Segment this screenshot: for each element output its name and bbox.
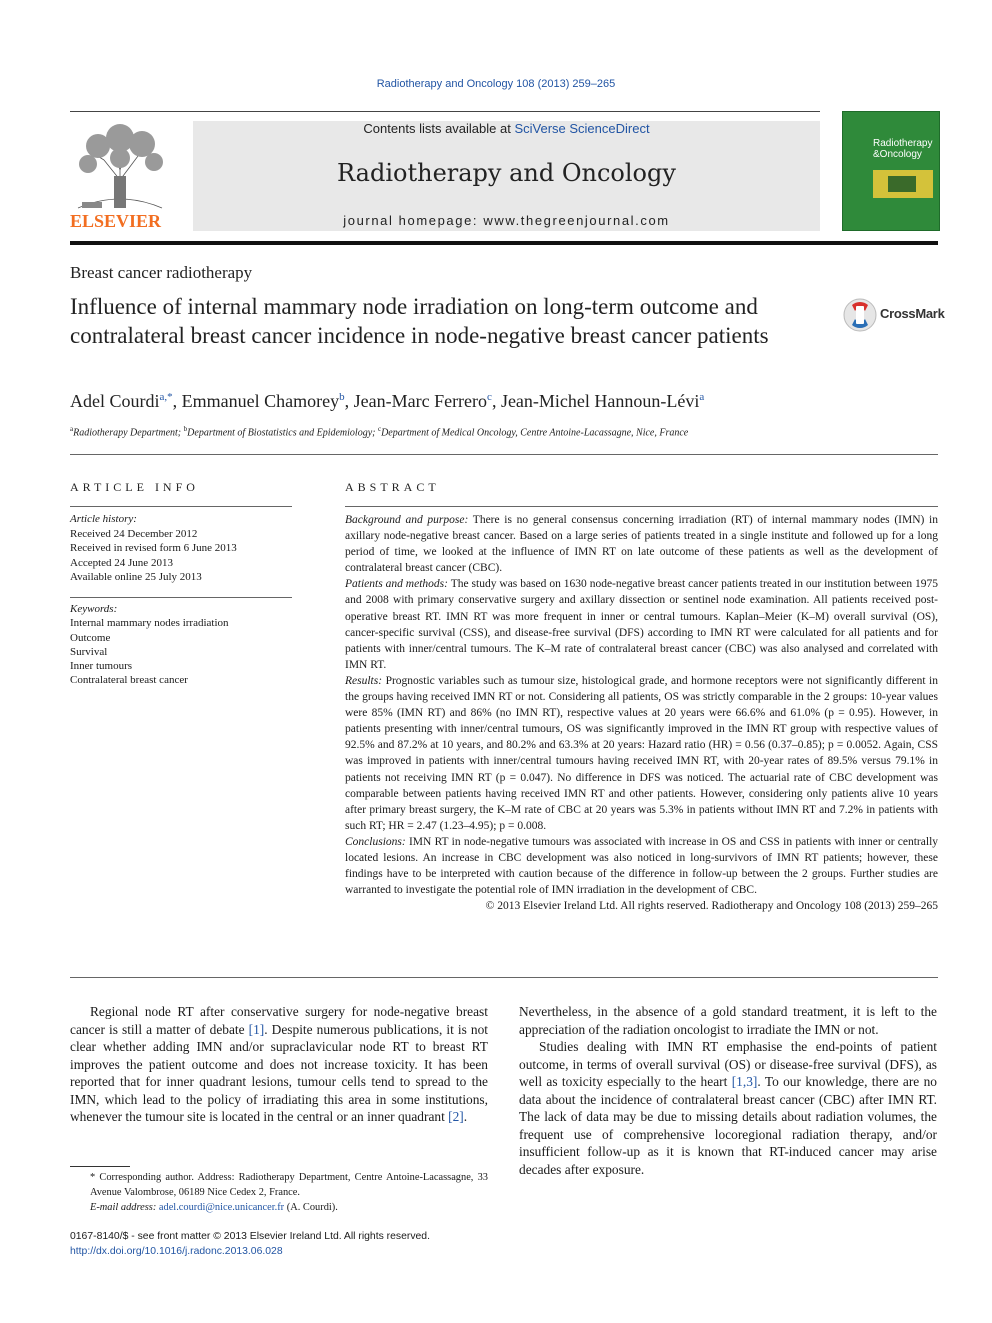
affiliation-text: Radiotherapy Department;: [73, 427, 182, 439]
keyword-item: Contralateral breast cancer: [70, 674, 188, 687]
abstract-conclusions-label: Conclusions:: [345, 835, 406, 848]
abstract-rule: [345, 506, 938, 507]
abstract-conclusions-text: IMN RT in node-negative tumours was associated with increase in OS and CSS in patients with inner or centrally located lesions. An increase in CBC development was also noticed in long-survivors of IMN RT patients; however, these findings have to be interpreted with caution because of the difference in follow-up between the 2 groups. Further studies are warranted to investigate the potential role of IMN irradiation in the development of CBC.: [345, 835, 939, 897]
abstract-conclusions: [345, 834, 938, 898]
journal-title: Radiotherapy and Oncology: [337, 159, 676, 187]
sciencedirect-link[interactable]: SciVerse ScienceDirect: [514, 121, 650, 136]
body-column-left: [70, 1003, 488, 1126]
doi-link[interactable]: http://dx.doi.org/10.1016/j.radonc.2013.06.028: [70, 1245, 283, 1257]
abstract-methods: [345, 576, 938, 673]
author-affiliation-marker[interactable]: a: [699, 391, 705, 403]
elsevier-wordmark: ELSEVIER: [70, 211, 162, 231]
reference-link[interactable]: [1]: [248, 1021, 265, 1037]
cover-title-line1: Radiotherapy: [873, 138, 933, 149]
keywords: [70, 602, 292, 688]
author-name: Emmanuel Chamorey: [181, 391, 340, 411]
email-suffix: (A. Courdi).: [286, 1202, 338, 1213]
author-affiliation-marker[interactable]: c: [487, 391, 492, 403]
keywords-rule: [70, 597, 292, 598]
history-item: Received in revised form 6 June 2013: [70, 542, 237, 554]
reference-link[interactable]: [2]: [448, 1109, 464, 1124]
abstract-results: [345, 673, 938, 834]
crossmark-label: CrossMark: [880, 306, 945, 321]
history-item: Received 24 December 2012: [70, 527, 198, 540]
abstract-methods-text: The study was based on 1630 node-negative breast cancer patients treated in our institution between 1975 and 2008 with primary conservative surgery and axillary dissection or sentinel node examination. All patients received post-operative breast RT. IMN RT was more frequent in inner or central tumours. Kaplan–Meier (K–M) overall survival (OS), cancer-specific survival (CSS), and disease-free survival (DFS) according to IMN RT were calculated for all patients and for patients with inner/central tumours. The K–M rate of contralateral breast cancer (CBC) was also analysed and correlated with IMN RT.: [345, 578, 938, 671]
history-label: Article history:: [70, 513, 137, 525]
footnote: [70, 1170, 488, 1215]
article-history: [70, 512, 292, 585]
article-info-rule: [70, 506, 292, 507]
cover-title-line2: &Oncology: [873, 149, 922, 160]
abstract-background-label: Background and purpose:: [345, 514, 469, 526]
body-column-right: [519, 1003, 937, 1178]
abstract-results-text: Prognostic variables such as tumour size, histological grade, and hormone receptors were not significantly different in the groups having received IMN RT or not. Considering all patients, OS was strictly comparable in the 2 groups: 10-year values were 85% (IMN RT) and 86% (no IMN RT), respective values at 20 years were 66.6% and 61.0% (p = 0.95). However, in patients presenting with inner/central tumours, OS was significantly improved in the IMN RT group with respective values of 92.5% and 87.2% at 10 years, and 80.2% and 63.3% at 20 years: Hazard ratio (HR) = 0.56 (0.37–0.85); p = 0.0052. Again, CSS was improved in patients with inner/central tumours having received IMN RT, with 20-year rates of 89.5% versus 79.1% in patients not receiving IMN RT (p = 0.047). No difference in DFS was noticed. The actuarial rate of CBC development was comparable between patients having received IMN RT and other patients. However, considering only patients alive 10 years after primary breast surgery, the K–M rate of CBC at 20 years was 5.3% in patients without IMN RT and 7.2% in patients with such RT; HR = 2.47 (1.23–4.95); p = 0.008.: [345, 674, 939, 832]
author-name: Jean-Marc Ferrero: [353, 391, 488, 411]
journal-citation[interactable]: Radiotherapy and Oncology 108 (2013) 259–265: [376, 78, 616, 90]
crossmark-icon: [843, 297, 877, 333]
body-text: .: [463, 1109, 468, 1124]
contents-prefix: Contents lists available at: [363, 121, 515, 136]
abstract-background: [345, 512, 938, 576]
journal-homepage[interactable]: journal homepage: www.thegreenjournal.com: [343, 213, 670, 228]
article-title: Influence of internal mammary node irradiation on long-term outcome and contralateral breast cancer incidence in node-negative breast cancer patients: [70, 294, 769, 348]
author-name: Adel Courdi: [70, 391, 160, 411]
keyword-item: Outcome: [70, 631, 111, 644]
section-label: Breast cancer radiotherapy: [70, 263, 253, 282]
body-text: . To our knowledge, there are no data about the incidence of contralateral breast cancer (CBC) after IMN RT. The lack of data may be due to missing details about radiation volumes, the frequent use of comprehensive locoregional radiation therapy, and/or insufficient follow-up as it is known that RT-induced cancer may arise decades after exposure.: [519, 1074, 937, 1177]
email-link[interactable]: adel.courdi@nice.unicancer.fr: [158, 1202, 285, 1213]
author-name: Jean-Michel Hannoun-Lévi: [500, 391, 700, 411]
keyword-item: Inner tumours: [70, 660, 133, 673]
bottom-meta: [70, 1230, 500, 1259]
affiliations: [70, 425, 688, 438]
issn-line: 0167-8140/$ - see front matter © 2013 Elsevier Ireland Ltd. All rights reserved.: [70, 1231, 430, 1242]
copyright-line: © 2013 Elsevier Ireland Ltd. All rights reserved. Radiotherapy and Oncology 108 (2013) 259–265: [485, 900, 938, 913]
affiliation-rule: [70, 454, 938, 455]
author-affiliation-marker[interactable]: a,*: [159, 391, 173, 403]
abstract-heading: ABSTRACT: [345, 480, 440, 494]
body-text: Studies dealing with IMN RT emphasise the end-points of patient outcome, in terms of overall survival (OS) or disease-free survival (DFS), as well as toxicity especially to the heart: [519, 1039, 937, 1089]
affiliation-marker: c: [377, 425, 382, 433]
affiliation-text: Department of Medical Oncology, Centre Antoine-Lacassagne, Nice, France: [381, 427, 689, 439]
footnote-rule: [70, 1166, 130, 1167]
corresponding-author-note: * Corresponding author. Address: Radiotherapy Department, Centre Antoine-Lacassagne, 33 Avenue Valombrose, 06189 Nice Cedex 2, France.: [90, 1172, 488, 1198]
affiliation-text: Department of Biostatistics and Epidemiology;: [187, 427, 376, 439]
abstract-bottom-rule: [70, 977, 938, 978]
author-affiliation-marker[interactable]: b: [339, 391, 345, 403]
keywords-label: Keywords:: [70, 603, 118, 615]
header-rule: [70, 111, 820, 112]
crossmark-badge[interactable]: [843, 297, 943, 337]
reference-link[interactable]: [1,3]: [731, 1074, 758, 1089]
email-label: E-mail address:: [90, 1202, 157, 1213]
abstract-results-label: Results:: [345, 674, 383, 687]
affiliation-marker: b: [183, 425, 188, 433]
cover-title: [873, 138, 932, 160]
body-text: . Despite numerous publications, it is not clear whether adding IMN and/or supraclavicular node RT to breast RT improves the patient outcome and does not increase toxicity. It has been reported that for inner quadrant lesions, tumour cells tend to spread to the IMN, which lead to the policy of irradiating this area in some institutions, whenever the tumour site is located in the central or an inner quadrant: [70, 1021, 488, 1124]
body-paragraph: [519, 1038, 937, 1178]
contents-line: [193, 121, 820, 136]
keyword-item: Survival: [70, 645, 108, 658]
affiliation-marker: a: [70, 425, 74, 433]
journal-cover-thumbnail: [842, 111, 940, 231]
keyword-item: Internal mammary nodes irradiation: [70, 617, 229, 630]
body-paragraph: [70, 1003, 488, 1126]
body-text: Regional node RT after conservative surgery for node-negative breast cancer is still a matter of debate: [70, 1004, 488, 1037]
body-paragraph: Nevertheless, in the absence of a gold standard treatment, it is left to the appreciation of the radiation oncologist to irradiate the IMN or not.: [519, 1004, 937, 1037]
masthead-thick-rule: [70, 241, 938, 245]
abstract-methods-label: Patients and methods:: [345, 578, 448, 591]
cover-image-detail: [888, 176, 916, 192]
author-list: Adel Courdi$^{a,*}$, Emmanuel Chamorey$^b$, Jean-Marc Ferrero$^c$, Jean-Michel Hannoun-Lévi$^a$: [70, 391, 705, 411]
abstract-background-text: There is no general consensus concerning irradiation (RT) of internal mammary nodes (IMN) in axillary node-negative breast cancer. Based on a large series of patients treated in a single institute and followed up for a long period of time, we looked at the influence of IMN RT on late outcome of these patients as well as the development of contralateral breast cancer (CBC).: [345, 514, 938, 575]
article-info-heading: ARTICLE INFO: [70, 480, 199, 494]
history-item: Accepted 24 June 2013: [70, 556, 173, 569]
journal-masthead: [193, 121, 820, 231]
history-item: Available online 25 July 2013: [70, 571, 202, 583]
abstract-body: [345, 512, 938, 914]
email-note: [70, 1200, 488, 1215]
